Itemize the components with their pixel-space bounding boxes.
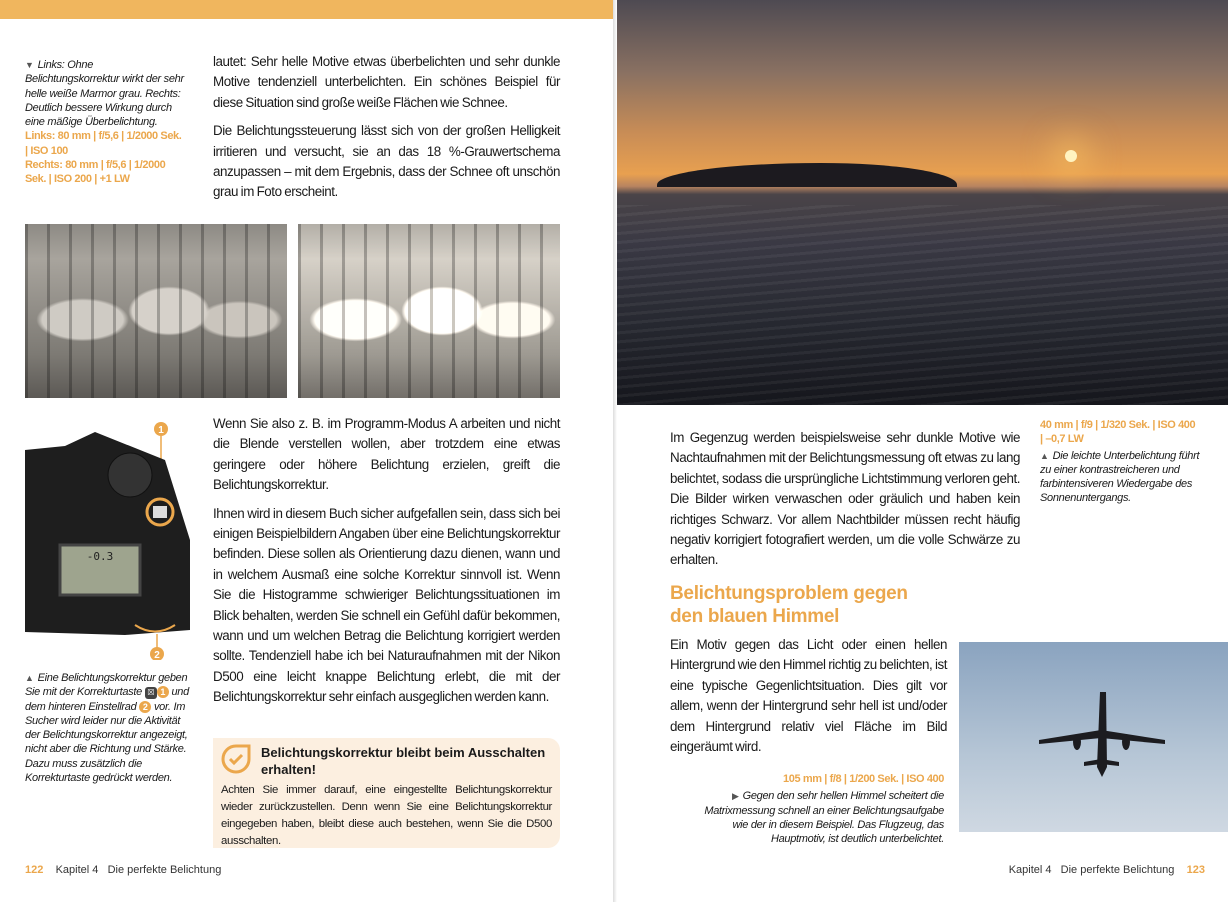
caption-text: vor. Im Sucher wird leider nur die Aktivität der Belichtungskorrektur angezeigt, nicht aber die Richtung und Stärke. Dazu muss zusätzlich die Korrekturtaste gedrückt werden. — [25, 700, 188, 785]
svg-text:2: 2 — [154, 650, 160, 660]
caption-text: Links: Ohne Belichtungskorrektur wirkt der sehr helle weiße Marmor grau. Rechts: Deutlich bessere Wirkung durch eine mäßige Überbelichtung. — [25, 59, 184, 129]
camera-photo — [25, 420, 200, 660]
triangle-up-icon: ▲ — [25, 673, 34, 683]
footer-right — [1009, 864, 1205, 876]
svg-text:1: 1 — [158, 425, 164, 436]
photo-meta: 105 mm | f/8 | 1/200 Sek. | ISO 400 — [783, 773, 944, 785]
tip-title: Belichtungskorrektur bleibt beim Ausschalten erhalten! — [261, 745, 546, 777]
body-text-bottom — [670, 635, 947, 765]
body-text-bottom — [213, 414, 560, 716]
callout-badge-2: 2 — [139, 701, 151, 713]
section-heading: Belichtungsproblem gegen den blauen Himmel — [670, 583, 908, 627]
triangle-right-icon: ▶ — [731, 791, 739, 802]
photo-meta-right: Rechts: 80 mm | f/5,6 | 1/2000 Sek. | ISO 200 | +1 LW — [25, 159, 166, 186]
paragraph: lautet: Sehr helle Motive etwas überbelichten und sehr dunkle Motive tendenziell unterbelichten. Ein schönes Beispiel für diese Situation sind große weiße Flächen wie Schnee. — [213, 54, 560, 110]
page-number: 123 — [1186, 864, 1205, 876]
photo-meta: 40 mm | f/9 | 1/320 Sek. | ISO 400 | –0,7 LW — [1040, 419, 1196, 446]
tip-text: Achten Sie immer darauf, eine eingestellte Belichtungskorrektur wieder zurückzustellen. Denn wenn Sie eine Belichtungskorrektur eingegeben haben, bleibt diese auch bestehen, wenn Sie die D500 ausschalten. — [221, 784, 552, 847]
caption-text: Die leichte Unterbelichtung führt zu einer kontrastreicheren und farbintensiveren Wiedergabe des Sonnenuntergangs. — [1040, 449, 1200, 505]
camera-lcd-value: -0.3 — [86, 550, 114, 563]
triangle-down-icon: ▼ — [25, 60, 34, 70]
airplane-photo — [959, 642, 1228, 832]
paragraph: Wenn Sie also z. B. im Programm-Modus A arbeiten und nicht die Blende verstellen wollen, aber trotzdem eine etwas geringere oder höhere Belichtung erzielen, greift die Belichtungskorrektur. — [213, 416, 560, 493]
marble-caption — [25, 58, 185, 187]
triangle-up-icon: ▲ — [1040, 450, 1049, 461]
sunset-lake-photo — [617, 0, 1228, 405]
callout-badge-1: 1 — [157, 686, 169, 698]
paragraph: Die Belichtungssteuerung lässt sich von der großen Helligkeit irritieren und versucht, sie an das 18 %-Grauwertschema anzupassen – mit dem Ergebnis, dass der Schnee oft unschön grau im Foto erscheint. — [213, 123, 560, 200]
chapter-label: Kapitel 4 — [1008, 864, 1052, 876]
caption-text: Eine Belichtungskorrektur geben Sie mit der Korrekturtaste — [25, 672, 188, 699]
exposure-compensation-key-icon: ☒ — [145, 687, 157, 699]
chapter-title: Die perfekte Belichtung — [1060, 864, 1175, 876]
chapter-title: Die perfekte Belichtung — [107, 864, 222, 876]
chapter-color-bar — [0, 0, 613, 19]
chapter-label: Kapitel 4 — [55, 864, 99, 876]
caption-text: und dem hinteren Einstellrad — [25, 686, 189, 713]
photo-meta-left: Links: 80 mm | f/5,6 | 1/2000 Sek. | ISO 100 — [25, 130, 182, 157]
paragraph: Ihnen wird in diesem Buch sicher aufgefallen sein, dass sich bei einigen Beispielbildern Angaben über eine Belichtungskorrektur befinden. Diese sollen als Orientierung dazu dienen, wann und in welchem Ausmaß eine solche Korrektur sinnvoll ist. Wenn Sie die Histogramme schwieriger Belichtungssituationen im Blick behalten, werden Sie schnell ein Gefühl dafür bekommen, wann und um welchen Betrag die Belichtung korrigiert werden sollte. Tendenziell habe ich bei Naturaufnahmen mit der Nikon D500 eine leicht knappe Belichtung erlebt, die mit der Belichtungskorrektur sehr einfach ausgeglichen werden kann. — [213, 505, 560, 705]
body-text-top — [670, 428, 1020, 579]
footer-left — [25, 864, 221, 876]
marble-photo-underexposed — [25, 224, 287, 398]
airplane-caption — [700, 772, 944, 846]
paragraph: Im Gegenzug werden beispielsweise sehr dunkle Motive wie Nachtaufnahmen mit der Belichtungsmessung oft etwas zu lang belichtet, sodass die ursprüngliche Lichtstimmung verloren geht. Die Bilder wirken verwaschen oder gräulich und haben kein richtiges Schwarz. Vor allem Nachtbilder müssen recht häufig negativ korrigiert fotografiert werden, um die volle Schwärze zu erhalten. — [670, 430, 1020, 568]
checkmark-icon — [221, 744, 251, 774]
paragraph: Ein Motiv gegen das Licht oder einen hellen Hintergrund wie den Himmel richtig zu belichten, ist eine typische Gegenlichtsituation. Dies gilt vor allem, wenn der Hintergrund sehr hell ist und/oder dem Hintergrund relativ viel Fläche im Bild eingeräumt wird. — [670, 637, 947, 755]
body-text-top — [213, 52, 560, 211]
tip-box — [213, 738, 560, 848]
sunset-caption — [1040, 418, 1200, 506]
marble-photo-corrected — [298, 224, 560, 398]
camera-caption — [25, 671, 195, 785]
page-number: 122 — [25, 864, 44, 876]
caption-text: Gegen den sehr hellen Himmel scheitert die Matrixmessung schnell an einer Belichtungsaufgabe wie der in diesem Beispiel. Das Flugzeug, das Hauptmotiv, ist deutlich unterbelichtet. — [704, 790, 944, 846]
